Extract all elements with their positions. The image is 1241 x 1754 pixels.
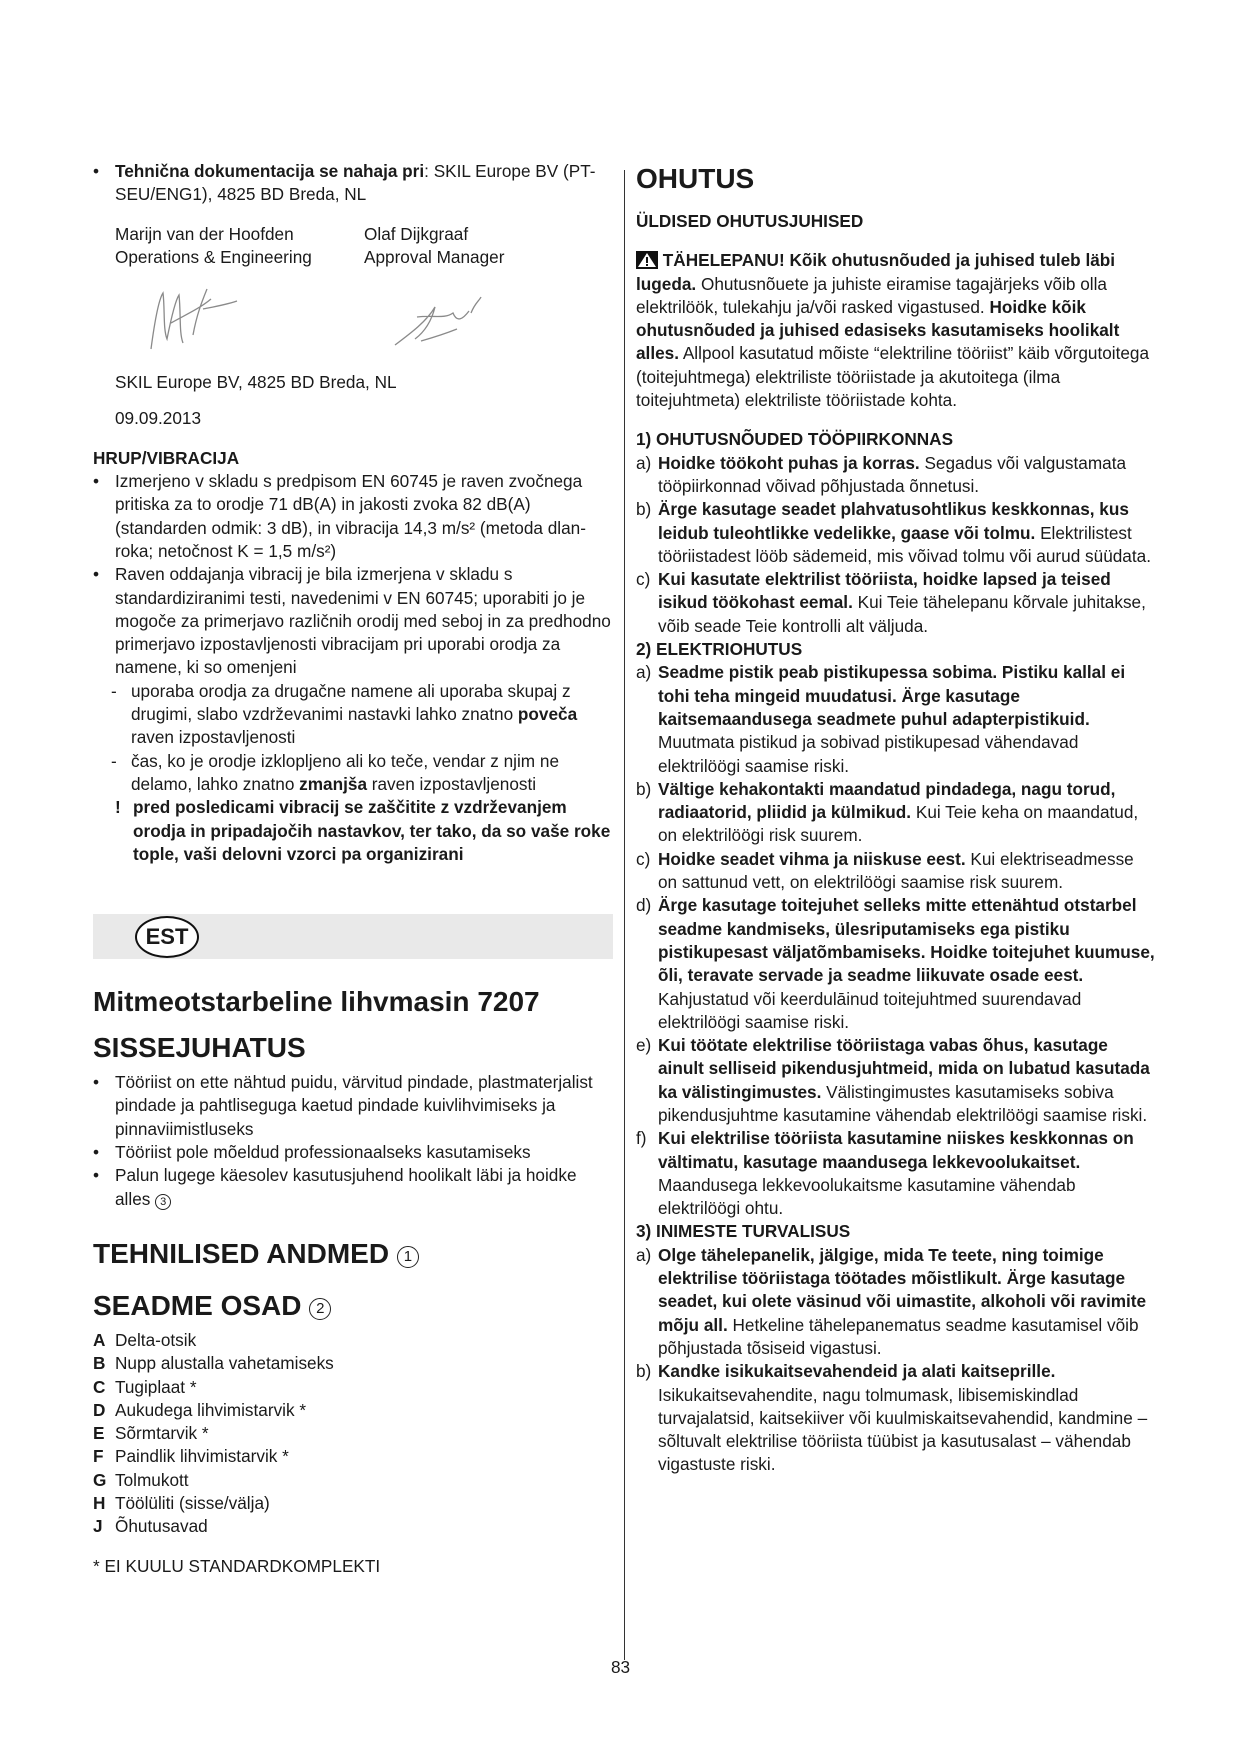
part-item: [93, 1469, 613, 1492]
tech-heading: [93, 1237, 613, 1271]
page-number: 83: [610, 1657, 631, 1677]
item-text: Kui Teie keha on maandatud, on elektrilöögi risk suurem.: [658, 802, 1139, 846]
hrup-warning-text: pred posledicami vibracij se zaščitite z vzdrževanjem orodja in pripadajočih nastavkov, ter tako, da so vaše roke tople, vaši delovni vzorci pa organizirani: [133, 797, 611, 864]
safety-item: [636, 894, 1156, 1034]
section-1-heading: 1) OHUTUSNÕUDED TÖÖPIIRKONNAS: [636, 429, 954, 450]
part-key: H: [93, 1492, 106, 1513]
item-key: b): [636, 499, 652, 520]
safety-item: [636, 568, 1156, 638]
hrup-dash-2: [93, 750, 613, 797]
part-item: [93, 1329, 613, 1352]
item-key: b): [636, 778, 652, 799]
tech-heading-text: TEHNILISED ANDMED: [93, 1237, 390, 1269]
hrup-dash-2-bold: zmanjša: [299, 773, 367, 794]
part-text: Tolmukott: [115, 1469, 189, 1490]
item-bold: Seadme pistik peab pistikupessa sobima. Pistiku kallal ei tohi teha mingeid muudatusi. Ärge kasutage kaitsemaandusega seadmete puhul adapterpistikuid.: [658, 662, 1126, 729]
figure-ref-3: 3: [155, 1194, 171, 1210]
part-text: Tugiplaat *: [115, 1376, 197, 1397]
safety-item: [636, 1244, 1156, 1360]
warning-triangle-icon: [636, 251, 658, 269]
hrup-dash-2-pre: čas, ko je orodje izklopljeno ali ko teče, vendar z njim ne delamo, lahko znatno: [131, 750, 560, 794]
hrup-heading: HRUP/VIBRACIJA: [93, 447, 240, 468]
item-bold: Ärge kasutage seadet plahvatusohtlikus keskkonnas, kus leidub tuleohtlikke vedelikke, gaase või tolmu.: [658, 499, 1129, 543]
safety-item: [636, 778, 1156, 848]
item-key: f): [636, 1128, 647, 1149]
warning-text-1: Ohutusnõuete ja juhiste eiramise tagajärjeks võib olla elektrilöök, tulekahju ja/või rasked vigastused.: [636, 273, 1107, 317]
intro-bullet-3: [93, 1164, 613, 1211]
item-key: d): [636, 895, 652, 916]
item-key: b): [636, 1361, 652, 1382]
item-key: a): [636, 452, 652, 473]
parts-heading-text: SEADME OSAD: [93, 1289, 302, 1321]
signature-2-image: [387, 293, 497, 357]
signatory-2-title: Approval Manager: [364, 246, 505, 267]
part-item: [93, 1422, 613, 1445]
safety-heading: OHUTUS: [636, 163, 755, 194]
part-item: [93, 1399, 613, 1422]
safety-item: [636, 452, 1156, 499]
hrup-dash-1-bold: poveča: [517, 704, 578, 725]
item-bold: Vältige kehakontakti maandatud pindadega, nagu torud, radiaatorid, pliidid ja külmikud.: [658, 778, 1116, 823]
part-text: Delta-otsik: [115, 1329, 197, 1350]
item-text: Kui Teie tähelepanu kõrvale juhitakse, võib seade Teie kontrolli alt väljuda.: [658, 592, 1146, 636]
part-text: Töölüliti (sisse/välja): [115, 1492, 270, 1513]
safety-item: [636, 498, 1156, 568]
item-bold: Hoidke seadet vihma ja niiskuse eest.: [658, 848, 966, 869]
part-key: A: [93, 1329, 106, 1350]
item-key: c): [636, 848, 651, 869]
signatures: [115, 269, 613, 365]
techdoc-text: : SKIL Europe BV (PT-SEU/ENG1), 4825 BD Breda, NL: [115, 161, 596, 205]
part-text: Nupp alustalla vahetamiseks: [115, 1353, 334, 1374]
item-text: Isikukaitsevahendite, nagu tolmumask, libisemiskindlad turvajalatsid, kaitsekiiver või kuulmiskaitsevahendid, kandmine – sõltuvalt elektrilise tööriista tüübist ja kasutusalast – vähendab vigastuste riski.: [658, 1384, 1148, 1475]
signatory-2: [364, 223, 613, 270]
product-title: Mitmeotstarbeline lihvmasin 7207: [93, 986, 540, 1018]
column-divider: [624, 170, 625, 1660]
part-key: B: [93, 1353, 106, 1374]
right-column: [636, 162, 1156, 1477]
safety-item: [636, 848, 1156, 895]
intro-bullet-2: • Tööriist pole mõeldud professionaalseks kasutamiseks: [93, 1141, 613, 1164]
item-key: c): [636, 569, 651, 590]
signatories: [115, 223, 613, 270]
item-bold: Kui töötate elektrilise tööriistaga vabas õhus, kasutage ainult selliseid pikendusjuhtmeid, mida on lubatud kasutada ka välistingimustes.: [658, 1035, 1150, 1102]
part-text: Paindlik lihvimistarvik *: [115, 1446, 289, 1467]
techdoc-line: [93, 160, 613, 207]
item-text: Maandusega lekkevoolukaitsme kasutamine vähendab elektrilöögi ohtu.: [658, 1174, 1076, 1219]
item-bold: Ärge kasutage toitejuhet selleks mitte ettenähtud otstarbel seadme kandmiseks, ülesriputamiseks ega pistiku pistikupesast väljatõmbamiseks. Hoidke toitejuhet kuumuse, õli, teravate servade ja seadme liikuvate osade eest.: [658, 895, 1155, 986]
warning-bold-2: Hoidke kõik ohutusnõuded ja juhised edasiseks kasutamiseks hoolikalt alles.: [636, 296, 1120, 364]
language-bar: [93, 914, 613, 959]
intro-bullet-1: • Tööriist on ette nähtud puidu, värvitud pindade, plastmaterjalist pindade ja pahtliseguga kaetud pindade kuivlihvimiseks ja pinnaviimistluseks: [93, 1071, 613, 1141]
item-key: a): [636, 662, 652, 683]
part-item: [93, 1376, 613, 1399]
left-column: [93, 160, 613, 1578]
safety-item: [636, 1360, 1156, 1476]
part-key: C: [93, 1376, 106, 1397]
exclamation-icon: !: [115, 797, 121, 818]
parts-heading: [93, 1289, 613, 1323]
warning-bold-1: TÄHELEPANU! Kõik ohutusnõuded ja juhised tuleb läbi lugeda.: [636, 250, 1116, 294]
safety-item: [636, 661, 1156, 777]
section-2-heading: 2) ELEKTRIOHUTUS: [636, 639, 803, 660]
warning-text-2: Allpool kasutatud mõiste “elektriline tööriist” käib võrgutoitega (toitejuhtmega) elektriliste tööriistade ja akutoitega (ilma toitejuhtmeta) elektriliste tööriistade kohta.: [636, 343, 1150, 411]
signatory-1-title: Operations & Engineering: [115, 246, 312, 267]
signatory-2-name: Olaf Dijkgraaf: [364, 223, 469, 244]
figure-ref-1: 1: [397, 1246, 419, 1268]
language-badge: EST: [135, 916, 199, 958]
item-bold: Kui elektrilise tööriista kasutamine niiskes keskkonnas on vältimatu, kasutage maandusega lekkevoolukaitset.: [658, 1128, 1134, 1172]
intro-bullet-3-text: Palun lugege käesolev kasutusjuhend hoolikalt läbi ja hoidke alles: [115, 1165, 577, 1209]
part-text: Õhutusavad: [115, 1516, 208, 1537]
part-key: G: [93, 1469, 107, 1490]
item-text: Välistingimustes kasutamiseks sobiva pikendusjuhtme kasutamine vähendab elektrilöögi saamise riski.: [658, 1081, 1148, 1125]
item-text: Muutmata pistikud ja sobivad pistikupesad vähendavad elektrilöögi saamise riski.: [658, 732, 1079, 776]
general-warning: [636, 249, 1156, 412]
part-item: [93, 1515, 613, 1538]
safety-item: [636, 1127, 1156, 1220]
item-key: a): [636, 1244, 652, 1265]
footnote: * EI KUULU STANDARDKOMPLEKTI: [93, 1555, 381, 1576]
date: 09.09.2013: [115, 408, 202, 429]
general-safety-heading: ÜLDISED OHUTUSJUHISED: [636, 211, 864, 231]
hrup-bullet-1: • Izmerjeno v skladu s predpisom EN 60745 je raven zvočnega pritiska za to orodje 71 dB(A) in jakosti zvoka 82 dB(A) (standarden odmik: 3 dB), in vibracija 14,3 m/s² (metoda dlan-roka; netočnost K = 1,5 m/s²): [93, 470, 613, 563]
safety-item: [636, 1034, 1156, 1127]
part-item: [93, 1492, 613, 1515]
part-key: F: [93, 1446, 104, 1467]
item-text: Kui elektriseadmesse on sattunud vett, on elektrilöögi saamise risk suurem.: [658, 848, 1134, 893]
intro-heading: SISSEJUHATUS: [93, 1032, 306, 1064]
parts-list: [93, 1329, 613, 1539]
company-address: SKIL Europe BV, 4825 BD Breda, NL: [115, 372, 397, 393]
part-key: E: [93, 1423, 105, 1444]
part-item: [93, 1445, 613, 1468]
item-key: e): [636, 1035, 652, 1056]
part-key: D: [93, 1399, 106, 1420]
figure-ref-2: 2: [309, 1298, 331, 1320]
signature-1-image: [141, 279, 251, 359]
item-bold: Kandke isikukaitsevahendeid ja alati kaitseprille.: [658, 1361, 1056, 1382]
part-text: Sõrmtarvik *: [115, 1423, 209, 1444]
part-text: Aukudega lihvimistarvik *: [115, 1399, 307, 1420]
part-item: [93, 1352, 613, 1375]
item-bold: Hoidke töökoht puhas ja korras.: [658, 452, 920, 473]
section-3-heading: 3) INIMESTE TURVALISUS: [636, 1221, 851, 1242]
signatory-1-name: Marijn van der Hoofden: [115, 223, 294, 244]
signatory-1: [115, 223, 364, 270]
techdoc-label: Tehnična dokumentacija se nahaja pri: [115, 161, 425, 181]
part-key: J: [93, 1516, 103, 1537]
item-bold: Olge tähelepanelik, jälgige, mida Te teete, ning toimige elektrilise tööriistaga töötades mõistlikult. Ärge kasutage seadet, kui olete väsinud või uimastite, alkoholi või ravimite mõju all.: [658, 1244, 1147, 1335]
item-text: Elektrilistest tööriistadest lööb sädemeid, mis võivad tolmu või aurud süüdata.: [658, 522, 1151, 566]
hrup-dash-1-pre: uporaba orodja za drugačne namene ali uporaba skupaj z drugimi, slabo vzdrževanimi nastavki lahko znatno: [131, 680, 571, 725]
hrup-warning: [93, 796, 613, 866]
hrup-dash-2-post: raven izpostavljenosti: [367, 773, 537, 794]
item-text: Hetkeline tähelepanematus seadme kasutamisel võib põhjustada tõsiseid vigastusi.: [658, 1314, 1139, 1358]
hrup-dash-1: [93, 680, 613, 750]
item-bold: Kui kasutate elektrilist tööriista, hoidke lapsed ja teised isikud töökohast eemal.: [658, 569, 1111, 613]
item-text: Segadus või valgustamata tööpiirkonnad võivad põhjustada õnnetusi.: [658, 452, 1127, 496]
hrup-dash-1-post: raven izpostavljenosti: [131, 727, 296, 748]
hrup-bullet-2: • Raven oddajanja vibracij je bila izmerjena v skladu s standardiziranimi testi, navedenimi v EN 60745; uporabiti jo je mogoče za primerjavo različnih orodij med seboj in za predhodno primerjavo izpostavljenosti vibracijam pri uporabi orodja za namene, ki so omenjeni: [93, 563, 613, 679]
item-text: Kahjustatud või keerdulāinud toitejuhtmed suurendavad elektrilöögi saamise riski.: [658, 988, 1082, 1032]
